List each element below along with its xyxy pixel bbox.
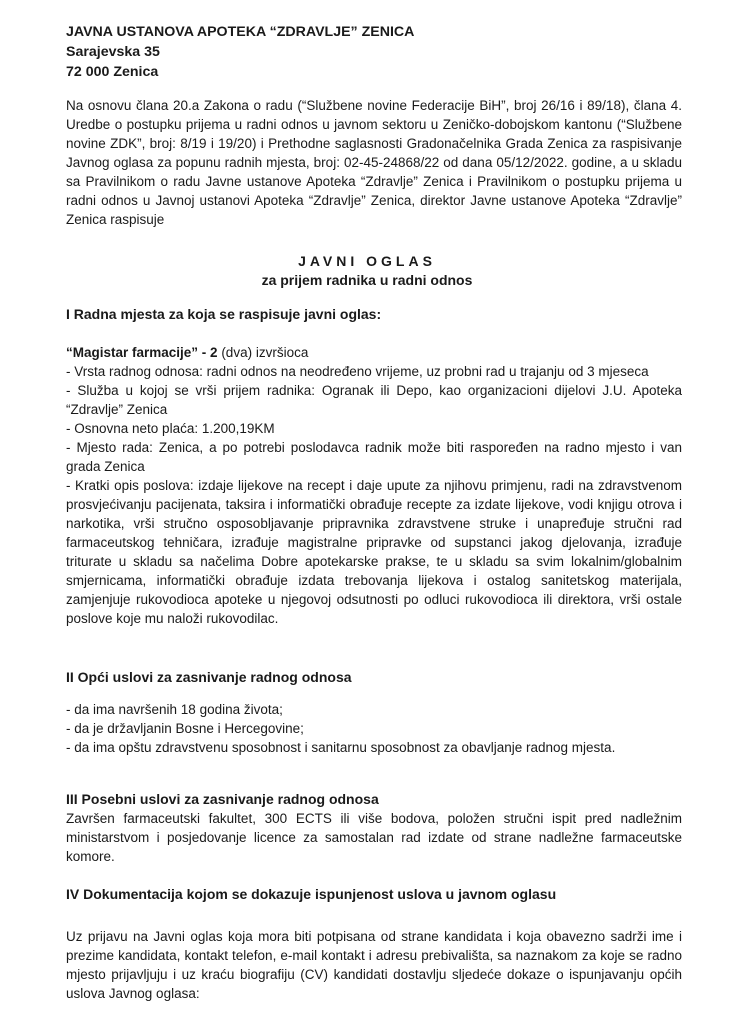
institution-city: 72 000 Zenica <box>66 64 159 80</box>
section-3-body: Završen farmaceutski fakultet, 300 ECTS ili više bodova, položen stručni ispit pred nadležnim ministarstvom i posjedovanje licence za samostalan rad izdate od strane nadležne farmaceutske komore. <box>66 811 682 864</box>
title-sub: za prijem radnika u radni odnos <box>261 272 473 288</box>
section-2-list <box>66 700 682 757</box>
institution-street: Sarajevska 35 <box>66 44 160 60</box>
position-title <box>66 343 682 362</box>
section-4-heading: IV Dokumentacija kojom se dokazuje ispunjenost uslova u javnom oglasu <box>66 886 557 902</box>
position-name: “Magistar farmacije” - 2 <box>66 345 218 360</box>
position-count: (dva) izvršioca <box>217 345 309 360</box>
list-item: - da ima navršenih 18 godina života; <box>66 702 283 717</box>
section-3-heading: III Posebni uslovi za zasnivanje radnog odnosa <box>66 791 379 807</box>
section-1-body <box>66 343 682 628</box>
title-main: JAVNI OGLAS <box>298 253 436 269</box>
section-1-heading: I Radna mjesta za koja se raspisuje javni oglas: <box>66 306 382 322</box>
list-item: - da je državljanin Bosne i Hercegovine; <box>66 721 304 736</box>
section-4-body: Uz prijavu na Javni oglas koja mora biti potpisana od strane kandidata i koja obavezno sadrži ime i prezime kandidata, kontakt telefon, e-mail kontakt i adresu prebivališta, sa naznakom za koje se radno mjesto prijavljuju i uz kraću biografiju (CV) kandidati dostavlju sljedeće dokaze o ispunjavanju općih uslova Javnog oglasa: <box>66 929 682 1001</box>
detail-item: - Osnovna neto plaća: 1.200,19KM <box>66 421 275 436</box>
detail-item: - Vrsta radnog odnosa: radni odnos na neodređeno vrijeme, uz probni rad u trajanju od 3 mjeseca <box>66 364 649 379</box>
section-2-heading: II Opći uslovi za zasnivanje radnog odnosa <box>66 669 352 685</box>
list-item: - da ima opštu zdravstvenu sposobnost i sanitarnu sposobnost za obavljanje radnog mjesta. <box>66 740 616 755</box>
document-title <box>0 252 734 290</box>
institution-header <box>66 22 414 82</box>
intro-paragraph: Na osnovu člana 20.a Zakona o radu (“Službene novine Federacije BiH”, broj 26/16 i 89/18), člana 4. Uredbe o postupku prijema u radni odnos u javnom sektoru u Zeničko-dobojskom kantonu (“Službene novine ZDK”, broj: 8/19 i 19/20) i Prethodne saglasnosti Gradonačelnika Grada Zenica za raspisivanje Javnog oglasa za popunu radnih mjesta, broj: 02-45-24868/22 od dana 05/12/2022. godine, a u skladu sa Pravilnikom o radu Javne ustanove Apoteka “Zdravlje” Zenica i Pravilnikom o postupku prijema u radni odnos u Javnoj ustanovi Apoteka “Zdravlje” Zenica, direktor Javne ustanove Apoteka “Zdravlje” Zenica raspisuje <box>66 98 682 227</box>
detail-item: - Služba u kojoj se vrši prijem radnika: Ogranak ili Depo, kao organizacioni dijelovi J.U. Apoteka “Zdravlje” Zenica <box>66 383 682 417</box>
institution-name: JAVNA USTANOVA APOTEKA “ZDRAVLJE” ZENICA <box>66 24 415 40</box>
detail-item: - Mjesto rada: Zenica, a po potrebi poslodavca radnik može biti raspoređen na radno mjesto i van grada Zenica <box>66 440 682 474</box>
detail-item: - Kratki opis poslova: izdaje lijekove na recept i daje upute za njihovu primjenu, radi na zdravstvenom prosvjećivanju pacijenata, taksira i informatički obrađuje recepte za izdate lijekove, vodi knjigu otrova i narkotika, vrši stručno osposobljavanje pripravnika zdravstvene struke i unapređuje stručni rad farmaceutskog tehničara, izrađuje magistralne pripravke od supstanci jakog djelovanja, izrađuje triturate u skladu sa načelima Dobre apotekarske prakse, te u skladu sa svim lokalnim/globalnim smjernicama, informatički obrađuje izdata trebovanja lijekova i ostalog sanitetskog materijala, zamjenjuje rukovodioca apoteke u njegovoj odsutnosti po odluci rukovodioca ili direktora, vrši ostale poslove koje mu naloži rukovodilac. <box>66 478 682 626</box>
